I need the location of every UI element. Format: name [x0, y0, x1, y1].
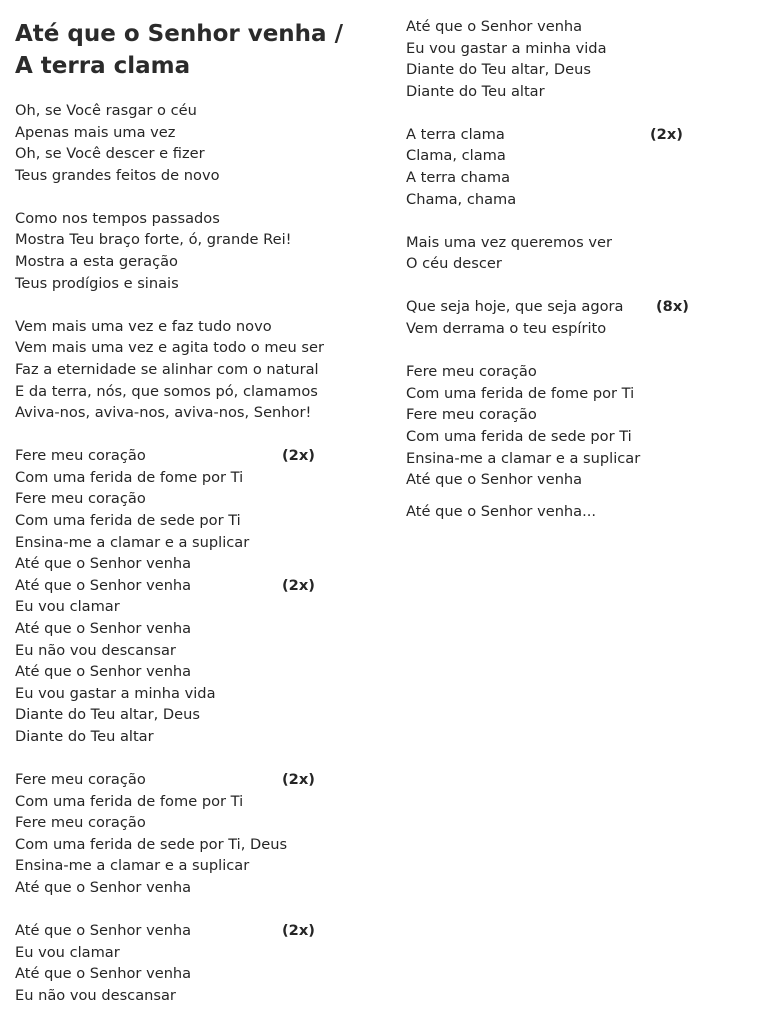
lyric-line: A terra chama — [406, 169, 511, 187]
song-title — [15, 18, 355, 82]
lyric-line: Até que o Senhor venha — [15, 619, 192, 637]
stanza — [406, 501, 736, 523]
stanza — [406, 361, 736, 491]
lyric-line: Até que o Senhor venha... — [406, 502, 597, 520]
lyric-line: Vem derrama o teu espírito — [406, 320, 607, 338]
lyric-line: Apenas mais uma vez — [15, 123, 176, 141]
stanza — [406, 296, 736, 339]
lyric-line: Com uma ferida de fome por Ti — [406, 384, 635, 402]
lyric-line: Com uma ferida de sede por Ti — [15, 512, 241, 529]
lyric-line: Até que o Senhor venha — [15, 555, 192, 573]
lyric-line: Mais uma vez queremos ver — [406, 233, 612, 251]
stanza — [15, 316, 355, 424]
stanza — [406, 16, 736, 102]
repeat-marker: (2x) — [282, 771, 315, 789]
lyric-line: Vem mais uma vez e agita todo o meu ser — [15, 339, 324, 357]
lyric-line: Teus prodígios e sinais — [15, 274, 179, 292]
lyric-line: Eu vou gastar a minha vida — [406, 39, 607, 57]
lyric-line: Eu não vou descansar — [15, 986, 176, 1004]
lyric-line: Com uma ferida de fome por Ti — [15, 468, 244, 486]
lyric-line — [406, 124, 736, 146]
stanza — [406, 124, 736, 210]
lyric-line: Fere meu coração — [406, 363, 537, 381]
repeat-marker: (8x) — [656, 298, 689, 316]
lyric-line: Com uma ferida de sede por Ti — [406, 427, 632, 445]
lyric-line: Eu vou clamar — [15, 943, 120, 961]
lyric-line: Até que o Senhor venha — [406, 18, 583, 35]
lyric-line: Mostra Teu braço forte, ó, grande Rei! — [15, 231, 292, 249]
lyric-line: Chama, chama — [406, 190, 517, 208]
lyric-line: Fere meu coração — [15, 490, 146, 508]
lyric-line: Vem mais uma vez e faz tudo novo — [15, 317, 272, 335]
right-column — [406, 16, 736, 544]
lyric-line: Fere meu coração — [15, 814, 146, 832]
lyric-line: Até que o Senhor venha — [15, 965, 192, 983]
lyric-text: Fere meu coração — [15, 447, 146, 465]
lyric-text: Até que o Senhor venha — [15, 922, 192, 940]
stanza — [15, 769, 355, 899]
repeat-marker: (2x) — [650, 125, 683, 143]
lyric-line — [15, 769, 355, 791]
lyric-line: Eu vou clamar — [15, 598, 120, 616]
lyric-line: Faz a eternidade se alinhar com o natural — [15, 360, 319, 378]
lyric-line: Até que o Senhor venha — [406, 471, 583, 489]
lyric-line: Com uma ferida de sede por Ti, Deus — [15, 835, 288, 853]
lyric-line: E da terra, nós, que somos pó, clamamos — [15, 382, 318, 400]
lyric-text: Que seja hoje, que seja agora — [406, 298, 624, 316]
lyric-line: Oh, se Você rasgar o céu — [15, 102, 197, 119]
lyric-line: Ensina-me a clamar e a suplicar — [406, 449, 641, 467]
lyric-line: Eu não vou descansar — [15, 641, 176, 659]
title-line-1: Até que o Senhor venha / — [15, 21, 343, 47]
lyric-text: A terra clama — [406, 125, 505, 143]
lyric-text: Fere meu coração — [15, 771, 146, 789]
lyric-line: Ensina-me a clamar e a suplicar — [15, 533, 250, 551]
lyric-line: Diante do Teu altar — [15, 727, 154, 745]
lyric-line: Diante do Teu altar, Deus — [406, 61, 591, 79]
lyric-line: Até que o Senhor venha — [15, 879, 192, 896]
lyric-line: O céu descer — [406, 255, 502, 273]
lyric-line: Oh, se Você descer e fizer — [15, 145, 205, 163]
stanza — [15, 208, 355, 294]
lyric-line — [15, 575, 355, 597]
left-column — [15, 18, 355, 1028]
lyric-line: Teus grandes feitos de novo — [15, 166, 220, 184]
lyric-line: Diante do Teu altar, Deus — [15, 706, 200, 724]
lyric-line: Diante do Teu altar — [406, 82, 545, 100]
lyric-text: Até que o Senhor venha — [15, 576, 192, 594]
lyric-line: Com uma ferida de fome por Ti — [15, 792, 244, 810]
lyric-line: Até que o Senhor venha — [15, 663, 192, 681]
stanza — [15, 100, 355, 186]
stanza — [406, 232, 736, 275]
lyric-line: Mostra a esta geração — [15, 253, 178, 271]
lyric-line: Clama, clama — [406, 147, 506, 165]
lyric-line: Ensina-me a clamar e a suplicar — [15, 857, 250, 875]
stanza — [15, 920, 355, 1006]
lyric-line — [15, 920, 355, 942]
lyric-line: Eu vou gastar a minha vida — [15, 684, 216, 702]
repeat-marker: (2x) — [282, 922, 315, 940]
lyric-line: Fere meu coração — [406, 406, 537, 424]
stanza — [15, 445, 355, 747]
repeat-marker: (2x) — [282, 447, 315, 465]
title-line-2: A terra clama — [15, 53, 191, 79]
lyric-line: Como nos tempos passados — [15, 209, 220, 227]
repeat-marker: (2x) — [282, 576, 315, 594]
lyric-line — [406, 296, 736, 318]
lyric-line: Aviva-nos, aviva-nos, aviva-nos, Senhor! — [15, 404, 312, 422]
lyric-line — [15, 445, 355, 467]
